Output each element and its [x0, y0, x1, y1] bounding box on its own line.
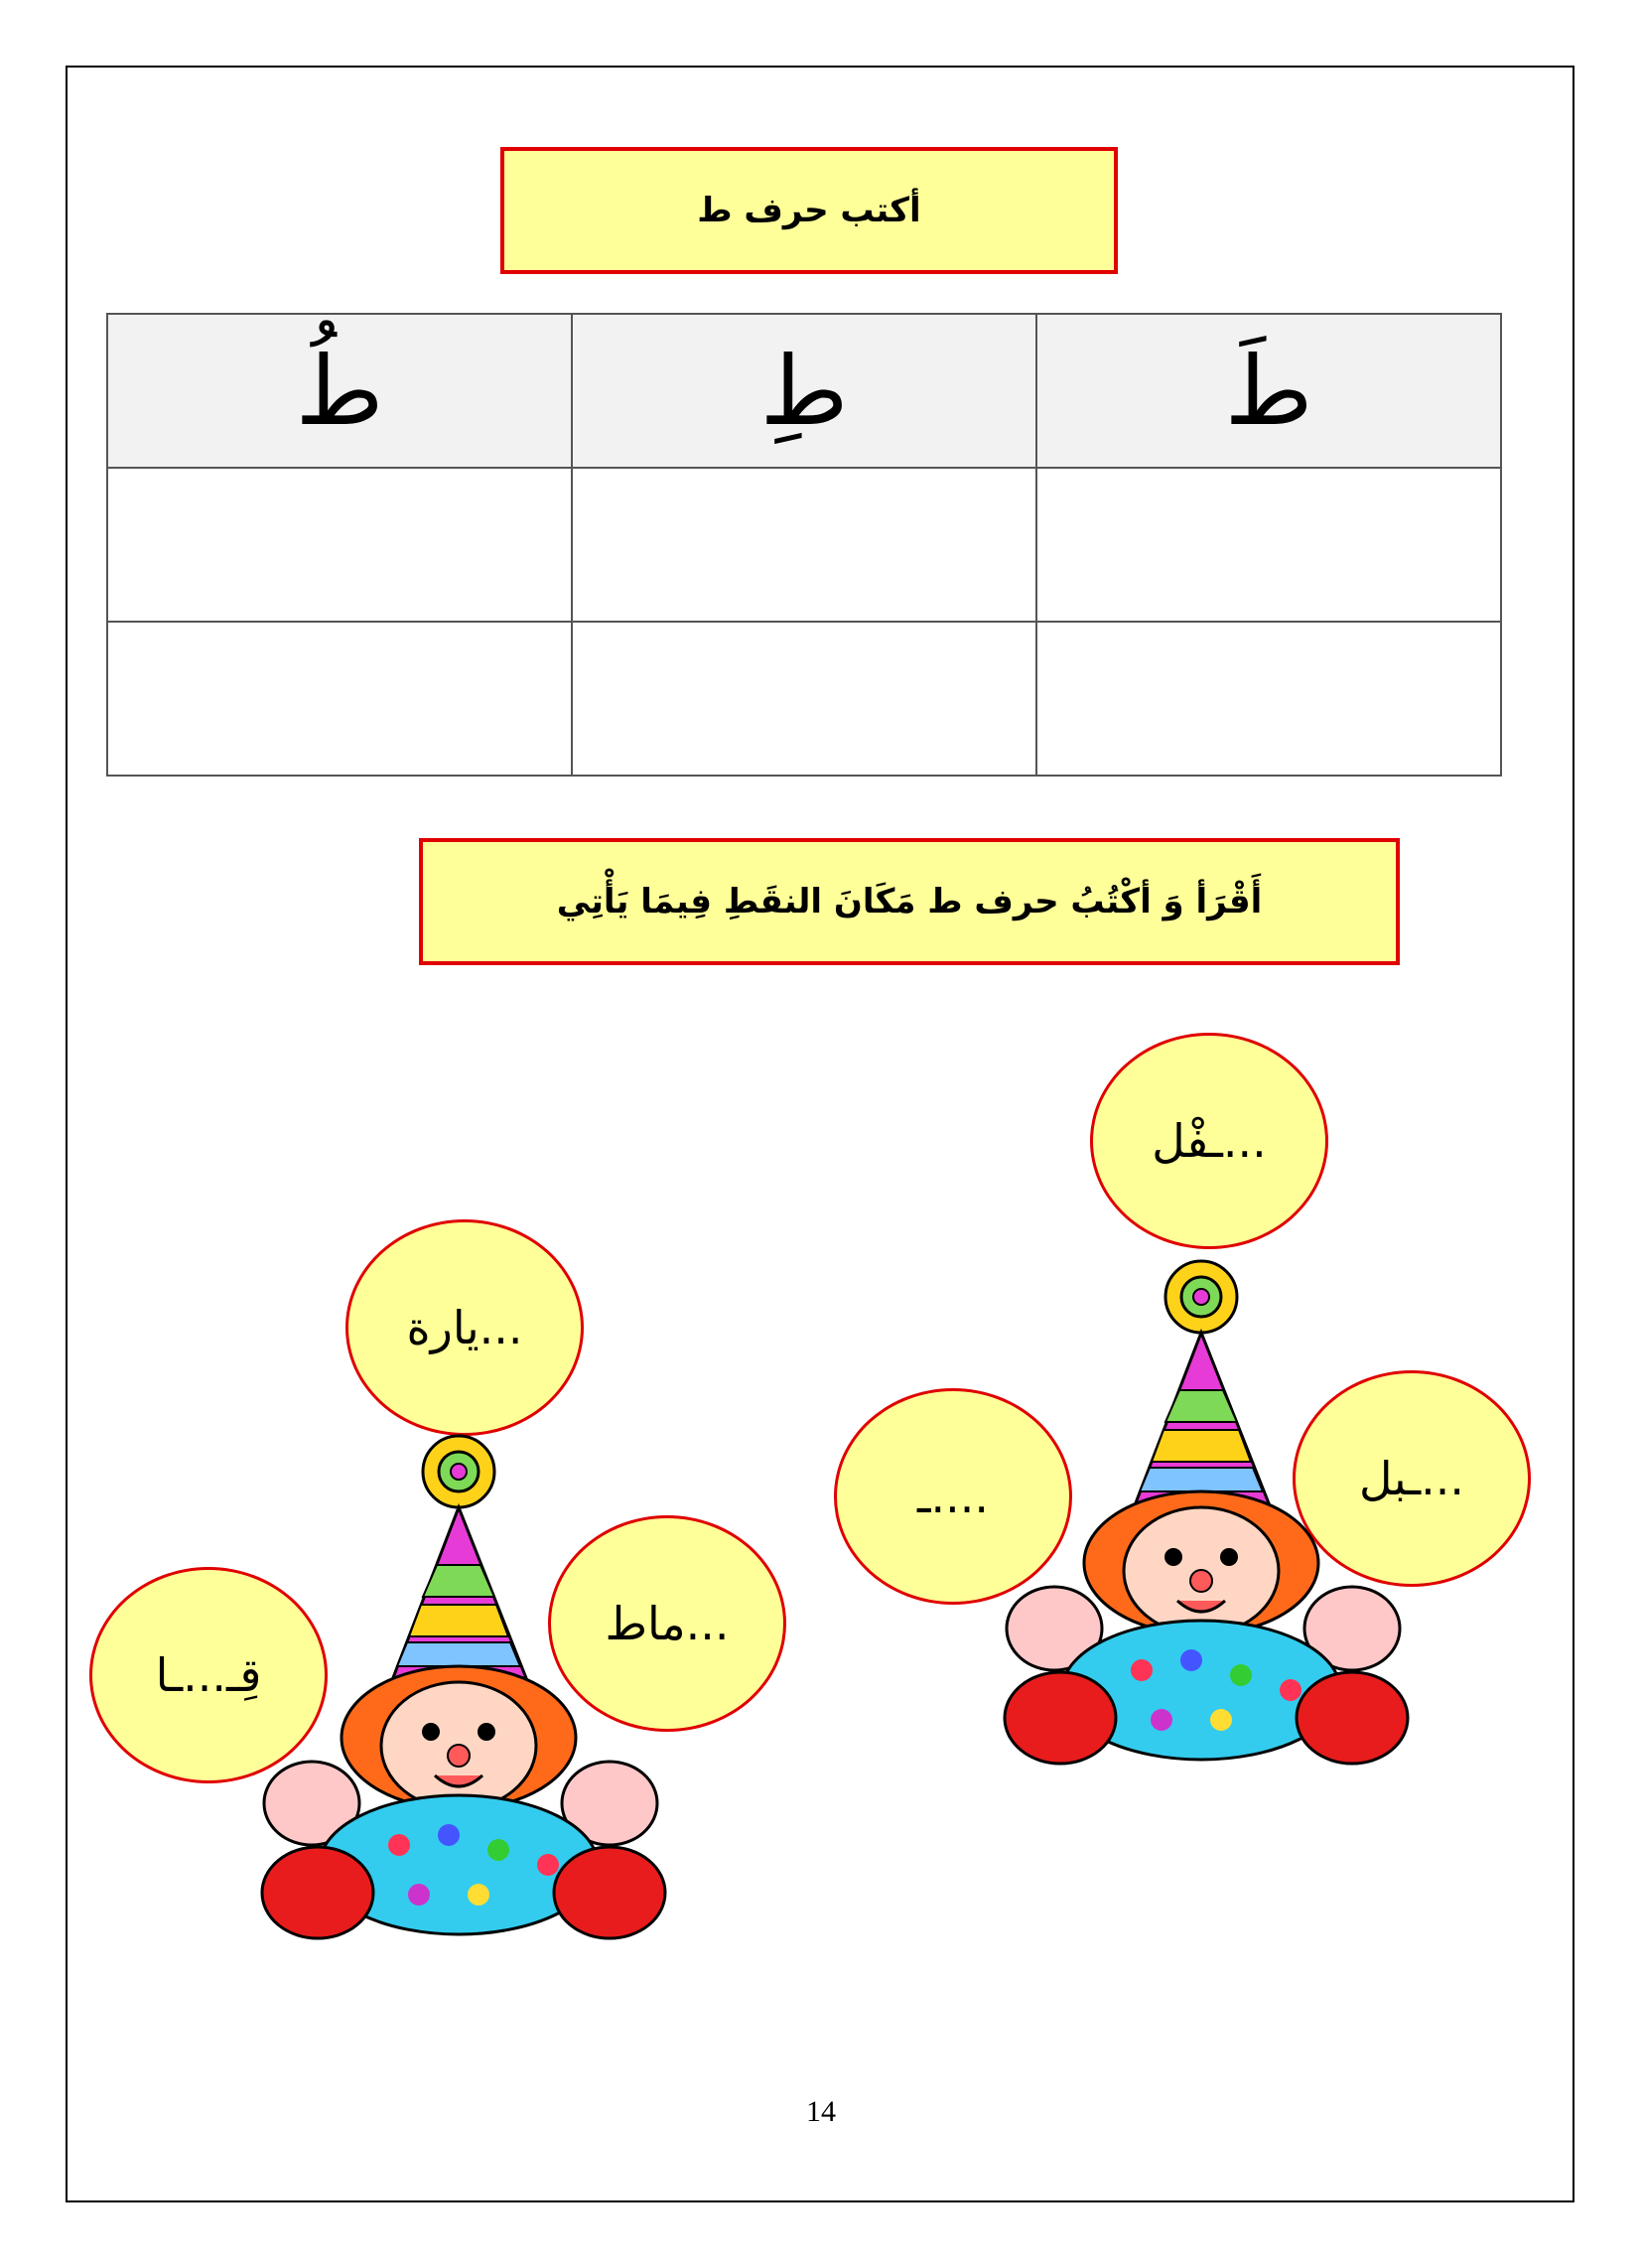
- writing-cell[interactable]: [107, 468, 572, 622]
- word-bubble-tifl[interactable]: ...ـفْل: [1090, 1033, 1328, 1249]
- writing-cell[interactable]: [572, 622, 1036, 776]
- page-number: 14: [806, 2095, 836, 2128]
- word-bubble-tayyara[interactable]: ...يارة: [345, 1219, 584, 1436]
- writing-row-2: [107, 622, 1501, 776]
- letter-header-row: [107, 314, 1501, 468]
- letter-writing-table: [106, 313, 1502, 777]
- instruction-title-write-letter: أكتب حرف ط: [500, 147, 1118, 274]
- clown-illustration-left: [260, 1428, 667, 1944]
- word-bubble-qitta[interactable]: قِـ...ـا: [89, 1567, 328, 1783]
- word-bubble-ta[interactable]: ....ـ: [834, 1388, 1072, 1605]
- word-bubble-tabl[interactable]: ...ـبل: [1293, 1370, 1531, 1587]
- writing-cell[interactable]: [1036, 468, 1501, 622]
- letter-fatha-cell: طَ: [1036, 314, 1501, 468]
- writing-cell[interactable]: [572, 468, 1036, 622]
- clown-illustration-right: [1003, 1253, 1410, 1770]
- letter-kasra-cell: طِ: [572, 314, 1036, 468]
- writing-cell[interactable]: [107, 622, 572, 776]
- word-bubble-tamatim[interactable]: ...ماط: [548, 1515, 786, 1732]
- writing-cell[interactable]: [1036, 622, 1501, 776]
- letter-damma-cell: طُ: [107, 314, 572, 468]
- instruction-title-fill-dots: أَقْرَأ وَ أكْتُبُ حرف ط مَكَانَ النقَطِ فِيمَا يَأْتِي: [419, 838, 1400, 965]
- writing-row-1: [107, 468, 1501, 622]
